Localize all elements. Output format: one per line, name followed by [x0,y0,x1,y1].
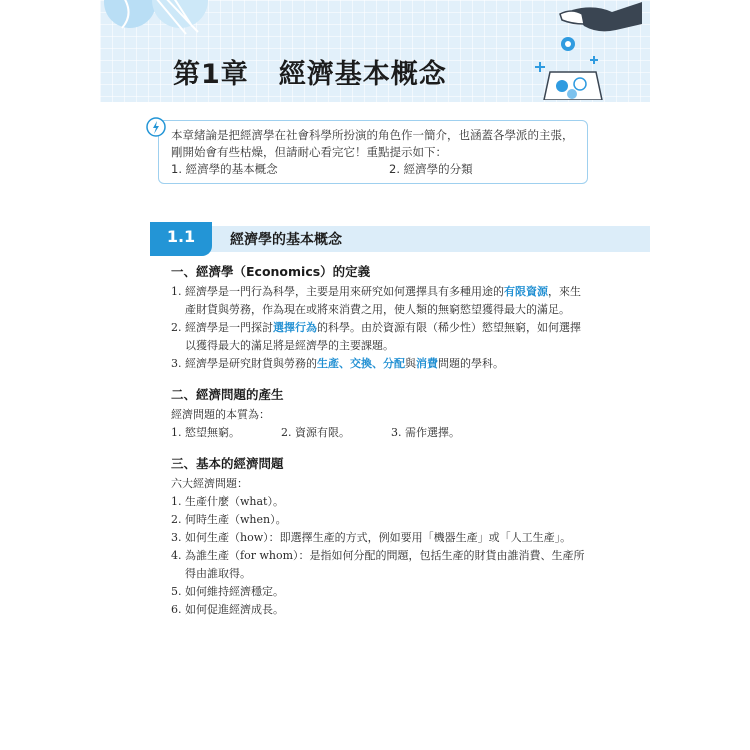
chapter-number: 第1章 [173,59,249,90]
lead-text: 經濟問題的本質為： [171,408,270,421]
item-text: 問題的學科。 [438,357,504,370]
intro-item: 2. 經濟學的分類 [389,162,473,176]
item-number: 1. [171,495,182,508]
subheading-origin: 二、經濟問題的產生 [171,387,284,402]
definition-list [171,283,591,373]
highlight-term: 有限資源 [504,285,548,298]
intro-items [171,161,577,178]
list-item [171,547,591,583]
section-title: 經濟學的基本概念 [230,232,342,248]
separator: 、 [372,357,383,370]
list-item: 3. 需作選擇。 [391,426,460,439]
item-number: 5. [171,585,182,598]
separator: 、 [339,357,350,370]
item-text: 為誰生產（for whom）：是指如何分配的問題，包括生產的財貨由誰消費、生產所得由誰取得。 [185,549,585,580]
intro-text: 本章緒論是把經濟學在社會科學所扮演的角色作一簡介，也涵蓋各學派的主張，剛開始會有些枯燥，但請耐心看完它！重點提示如下： [171,128,574,159]
section-content [171,262,591,619]
list-item [171,601,591,619]
item-text: 如何維持經濟穩定。 [185,585,284,598]
list-item [171,529,591,547]
section-number: 1.1 [150,222,212,256]
problems-list [171,475,591,619]
item-number: 3. [171,531,182,544]
subheading-basic-problems: 三、基本的經濟問題 [171,456,284,471]
list-item [171,283,591,319]
highlight-term: 分配 [383,357,405,370]
item-text: ，來生產財貨與勞務，作為現在或將來消費之用，使人類的無窮慾望獲得最大的滿足。 [185,285,581,316]
list-item [171,493,591,511]
nature-list [171,424,591,442]
subheading-definition: 一、經濟學（Economics）的定義 [171,264,371,279]
list-item: 1. 慾望無窮。 [171,426,240,439]
item-number: 4. [171,549,182,562]
item-text: 生產什麼（what）。 [185,495,284,508]
item-text: 何時生產（when）。 [185,513,287,526]
list-item [171,355,591,373]
highlight-term: 選擇行為 [273,321,317,334]
list-item [171,583,591,601]
item-number: 3. [171,357,182,370]
highlight-term: 交換 [350,357,372,370]
list-item: 2. 資源有限。 [281,426,350,439]
item-number: 1. [171,285,182,298]
intro-box [158,120,588,184]
section-header [150,226,650,252]
item-text: 如何促進經濟成長。 [185,603,284,616]
item-text: 經濟學是研究財貨與勞務的 [185,357,317,370]
highlight-term: 消費 [416,357,438,370]
list-item [171,319,591,355]
item-text: 如何生產（how）：即選擇生產的方式，例如要用「機器生產」或「人工生產」。 [185,531,572,544]
item-text: 經濟學是一門探討 [185,321,273,334]
lightbulb-icon [146,117,166,139]
highlight-term: 生產 [317,357,339,370]
item-number: 6. [171,603,182,616]
hand-coins-icon [532,0,642,100]
separator: 與 [405,357,416,370]
intro-item: 1. 經濟學的基本概念 [171,162,278,176]
item-text: 經濟學是一門行為科學，主要是用來研究如何選擇具有多種用途的 [185,285,504,298]
item-number: 2. [171,321,182,334]
lead-text: 六大經濟問題： [171,477,248,490]
chapter-name: 經濟基本概念 [278,59,447,90]
item-number: 2. [171,513,182,526]
chapter-title [173,52,447,91]
leaf-decoration-icon [100,0,220,42]
list-item [171,511,591,529]
item-text: 的科學。由於資源有限（稀少性）慾望無窮，如何選擇以獲得最大的滿足將是經濟學的主要課題。 [185,321,581,352]
